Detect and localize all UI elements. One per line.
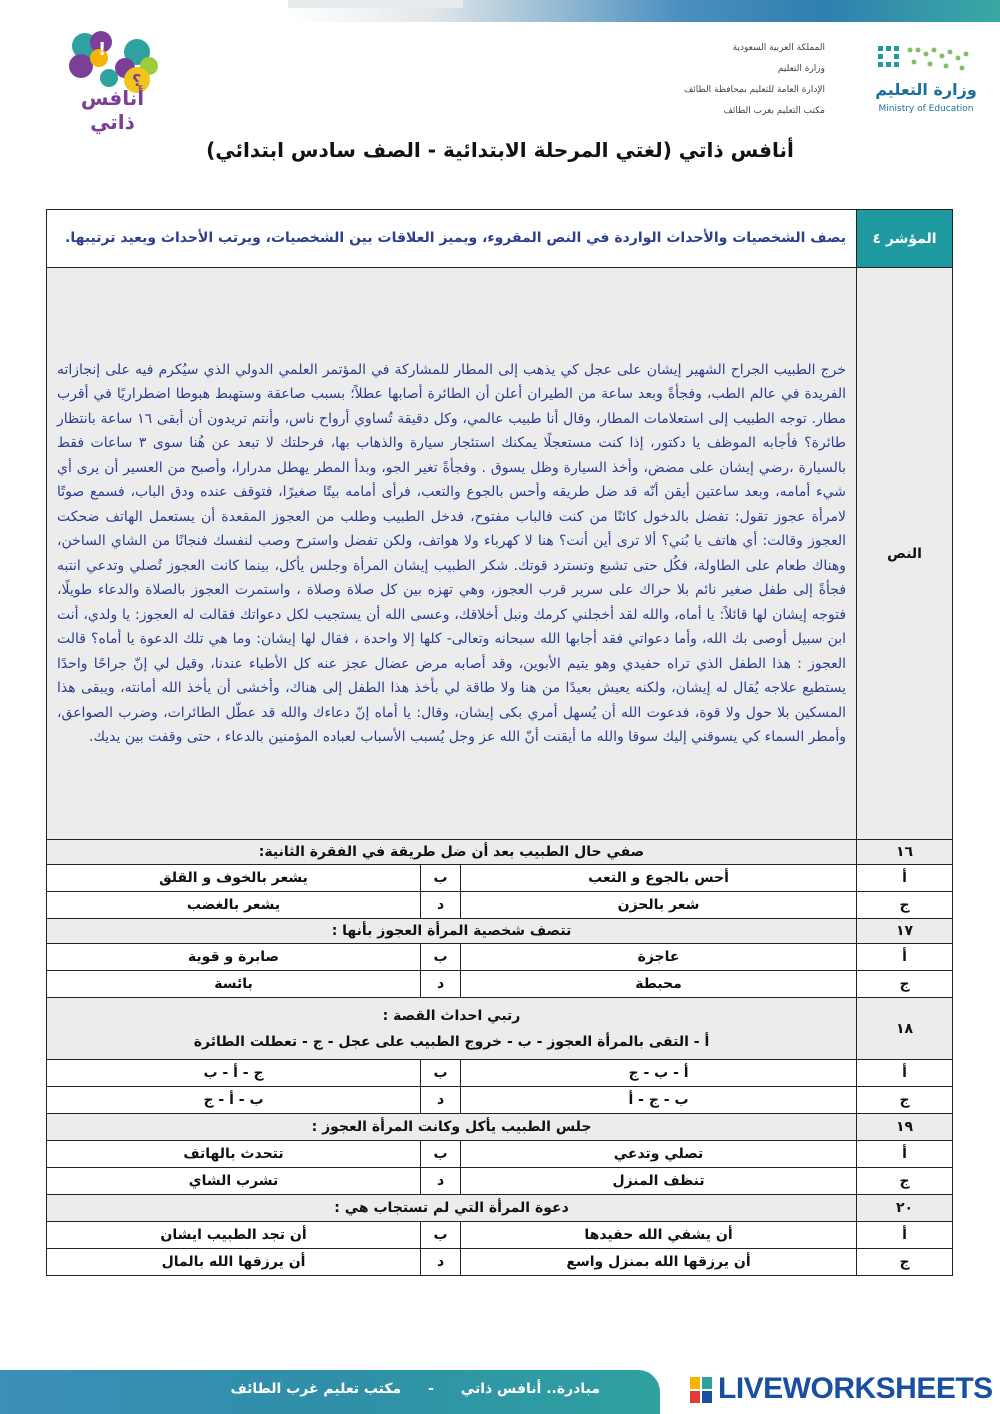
liveworksheets-icon: [690, 1377, 714, 1405]
question-row: [47, 1195, 953, 1222]
ministry-dots-icon: [870, 40, 982, 80]
option-answer[interactable]: يشعر بالخوف و القلق: [47, 865, 421, 892]
option-row: [47, 1141, 953, 1168]
option-row: [47, 1168, 953, 1195]
question-row: [47, 919, 953, 944]
question-number: ١٧: [857, 919, 953, 944]
option-letter: أ: [857, 1141, 953, 1168]
option-answer[interactable]: تنظف المنزل: [461, 1168, 857, 1195]
question-row: [47, 840, 953, 865]
question-number: ١٩: [857, 1114, 953, 1141]
passage-label: النص: [857, 268, 953, 840]
option-row: [47, 865, 953, 892]
option-answer[interactable]: أ - ب - ج: [461, 1060, 857, 1087]
option-answer[interactable]: شعر بالحزن: [461, 892, 857, 919]
option-row: [47, 944, 953, 971]
option-answer[interactable]: صابرة و قوية: [47, 944, 421, 971]
ministry-logo-en: Ministry of Education: [878, 104, 974, 114]
ministry-logo: [870, 40, 982, 122]
option-answer[interactable]: أن يرزقها الله بالمال: [47, 1249, 421, 1276]
option-letter: ب: [421, 1141, 461, 1168]
option-letter: أ: [857, 1060, 953, 1087]
question-row: [47, 998, 953, 1060]
option-letter: ج: [857, 1168, 953, 1195]
question-text: صفي حال الطبيب بعد أن ضل طريقة في الفقرة الثانية:: [47, 840, 857, 865]
liveworksheets-text: LIVEWORKSHEETS: [718, 1372, 993, 1405]
option-row: [47, 971, 953, 998]
option-answer[interactable]: عاجزة: [461, 944, 857, 971]
footer-band: [0, 1370, 660, 1414]
directorate-line: الإدارة العامة للتعليم بمحافظة الطائف: [683, 85, 825, 95]
country-line: المملكة العربية السعودية: [732, 43, 825, 53]
footer-separator: -: [428, 1381, 434, 1397]
passage-text: خرج الطبيب الجراح الشهير إيشان على عجل كي يذهب إلى المطار للمشاركة في المؤتمر العلمي الدولي الذي سيُكرم فيه على إنجازاته الفريدة في عالم الطب، وفجأةً وبعد ساعة من الطيران أعلن أن الطائرة أصابها عطلاً؛ بسبب صاعقة وستهبط هبوطا اضطراريًا في أقرب مطار. توجه الطبيب إلى استعلامات المطار، وقال أنا طبيب عالمي، وكل دقيقة تُساوي أرواح ناس، وأنتم تريدون أن أبقى ١٦ ساعة بانتظار طائرة؟ فأجابه الموظف يا دكتور، إذا كنت مستعجلًا يمكنك استئجار سيارة والذهاب بها، فرحلتك لا تبعد عن هُنا سوى ٣ ساعات فقط بالسيارة ،رضي إيشان على مضض، وأخذ السيارة وظل يسوق . وفجأةً تغير الجو، وبدأ المطر يهطل مدرارا، وأصبح من العسير أن يرى أي شيء أمامه، وبعد ساعتين أيقن أنّه قد ضل طريقه وأحس بالجوع والتعب، فرأى أمامه بيتًا صغيرًا، فتوقف عنده ودق الباب، فسمع صوتًا لامرأة عجوز تقول: تفضل بالدخول كائنًا من كنت فالباب مفتوح، فدخل الطبيب وطلب من العجوز المقعدة أن يستعمل الهاتف ضحكت العجوز وقالت: أي هاتف يا بُني؟ ألا ترى أين أنت؟ هنا لا كهرباء ولا هواتف، ولكن تفضل واسترح وصب لنفسك فنجانًا من الشاي الساخن، وهناك طعام على الطاولة، فكُل حتى تشبع وتسترد قوتك. شكر الطبيب إيشان المرأة وجلس يأكل، بينما كانت العجوز تُصلي وتدعي انتبه فجأةً إلى طفل صغير نائم بلا حراك على سرير قرب العجوز، وهي تهزه بين كل صلاة وصلاة ، واستمرت العجوز بالصلاة والدعاء طويلًا، فتوجه إيشان لها قائلاً: يا أماه، والله لقد أخجلني كرمك ونبل أخلاقك، وعسى الله أن يستجيب لكل دعواتك فقالت له العجوز: يا ولدي، أنت ابن سبيل أوصى بك الله، وأما دعواتي فقد أجابها الله سبحانه وتعالى- كلها إلا واحدة ، فقال لها إيشان: وما هي تلك الدعوة يا أماه؟ قالت العجوز : هذا الطفل الذي تراه حفيدي وهو يتيم الأبوين، وقد أصابه مرض عضال عجز عنه كل الأطباء عندنا، وقيل لي إنّ جراحًا واحدًا يستطيع علاجه يُقال له إيشان، ولكنه يعيش بعيدًا من هنا ولا طاقة لي بأخذ هذا الطفل إلى هناك، وأخشى أن يأخذ الله أمانته، ويبقى هذا المسكين بلا حول ولا قوة، فدعوت الله أن يُسهل أمري بكى إيشان، وقال: يا أماه إنّ دعاءك والله قد عطّل الطائرات، وضرب الصواعق، وأمطر السماء كي يسوقني إليك سوقا والله ما أيقنت أنّ الله عز وجل يُسبب الأسباب لعباده المؤمنين بالدعاء ، حتى وقفت بين يديك.: [47, 268, 857, 840]
indicator-text: يصف الشخصيات والأحداث الواردة في النص المقروء، ويميز العلاقات بين الشخصيات، ويرتب الأحداث ويعيد ترتيبها.: [47, 210, 857, 268]
ministry-line: وزارة التعليم: [777, 64, 825, 74]
liveworksheets-brand[interactable]: [690, 1372, 993, 1408]
question-text: تتصف شخصية المرأة العجوز بأنها :: [47, 919, 857, 944]
worksheet-table: [46, 209, 953, 1276]
indicator-row: [47, 210, 953, 268]
footer-office: مكتب تعليم غرب الطائف: [230, 1381, 402, 1397]
indicator-label: المؤشر ٤: [857, 210, 953, 268]
page-title: أنافس ذاتي (لغتي المرحلة الابتدائية - الصف سادس ابتدائي): [206, 138, 794, 162]
option-row: [47, 892, 953, 919]
option-answer[interactable]: ب - ج - أ: [461, 1087, 857, 1114]
option-answer[interactable]: تصلي وتدعي: [461, 1141, 857, 1168]
ministry-logo-ar: وزارة التعليم: [875, 80, 977, 99]
question-text: جلس الطبيب يأكل وكانت المرأة العجوز :: [47, 1114, 857, 1141]
ministry-header-text: [640, 38, 825, 122]
passage-row: [47, 268, 953, 840]
option-letter: ج: [857, 971, 953, 998]
option-letter: د: [421, 1168, 461, 1195]
option-letter: ج: [857, 1249, 953, 1276]
option-answer[interactable]: يشعر بالغضب: [47, 892, 421, 919]
option-answer[interactable]: أن يشفي الله حفيدها: [461, 1222, 857, 1249]
question-text: دعوة المرأة التي لم تستجاب هي :: [47, 1195, 857, 1222]
option-letter: د: [421, 971, 461, 998]
option-letter: أ: [857, 1222, 953, 1249]
option-row: [47, 1222, 953, 1249]
option-letter: أ: [857, 944, 953, 971]
footer-text: [0, 1381, 600, 1397]
option-letter: د: [421, 892, 461, 919]
option-letter: ب: [421, 1060, 461, 1087]
option-letter: ج: [857, 1087, 953, 1114]
top-bar-tab: [288, 0, 463, 8]
option-answer[interactable]: أحس بالجوع و التعب: [461, 865, 857, 892]
question-text: رتبي احداث القصة :: [382, 1007, 521, 1024]
anafes-logo-text: أنافس ذاتي: [80, 86, 145, 134]
option-answer[interactable]: تتحدث بالهاتف: [47, 1141, 421, 1168]
option-answer[interactable]: أن يرزقها الله بمنزل واسع: [461, 1249, 857, 1276]
option-row: [47, 1060, 953, 1087]
option-letter: د: [421, 1087, 461, 1114]
option-row: [47, 1249, 953, 1276]
question-row: [47, 1114, 953, 1141]
office-line: مكتب التعليم بغرب الطائف: [723, 106, 825, 116]
svg-text:!: !: [98, 39, 107, 60]
option-answer[interactable]: بائسة: [47, 971, 421, 998]
svg-text:؟: ؟: [132, 71, 142, 90]
question-number: ١٨: [857, 998, 953, 1060]
option-letter: أ: [857, 865, 953, 892]
question-number: ١٦: [857, 840, 953, 865]
option-answer[interactable]: أن تجد الطبيب ايشان: [47, 1222, 421, 1249]
option-letter: ب: [421, 865, 461, 892]
question-text-block: [47, 998, 857, 1060]
option-letter: ب: [421, 944, 461, 971]
option-answer[interactable]: ب - أ - ج: [47, 1087, 421, 1114]
footer-initiative: مبادرة.. أنافس ذاتي: [460, 1381, 600, 1397]
option-letter: د: [421, 1249, 461, 1276]
anafes-logo: [55, 28, 170, 134]
option-row: [47, 1087, 953, 1114]
option-letter: ب: [421, 1222, 461, 1249]
question-number: ٢٠: [857, 1195, 953, 1222]
question-events-list: أ - التقى بالمرأة العجوز - ب - خروج الطبيب على عجل - ج - تعطلت الطائرة: [193, 1033, 710, 1050]
option-letter: ج: [857, 892, 953, 919]
option-answer[interactable]: محبطة: [461, 971, 857, 998]
option-answer[interactable]: ج - أ - ب: [47, 1060, 421, 1087]
option-answer[interactable]: تشرب الشاي: [47, 1168, 421, 1195]
